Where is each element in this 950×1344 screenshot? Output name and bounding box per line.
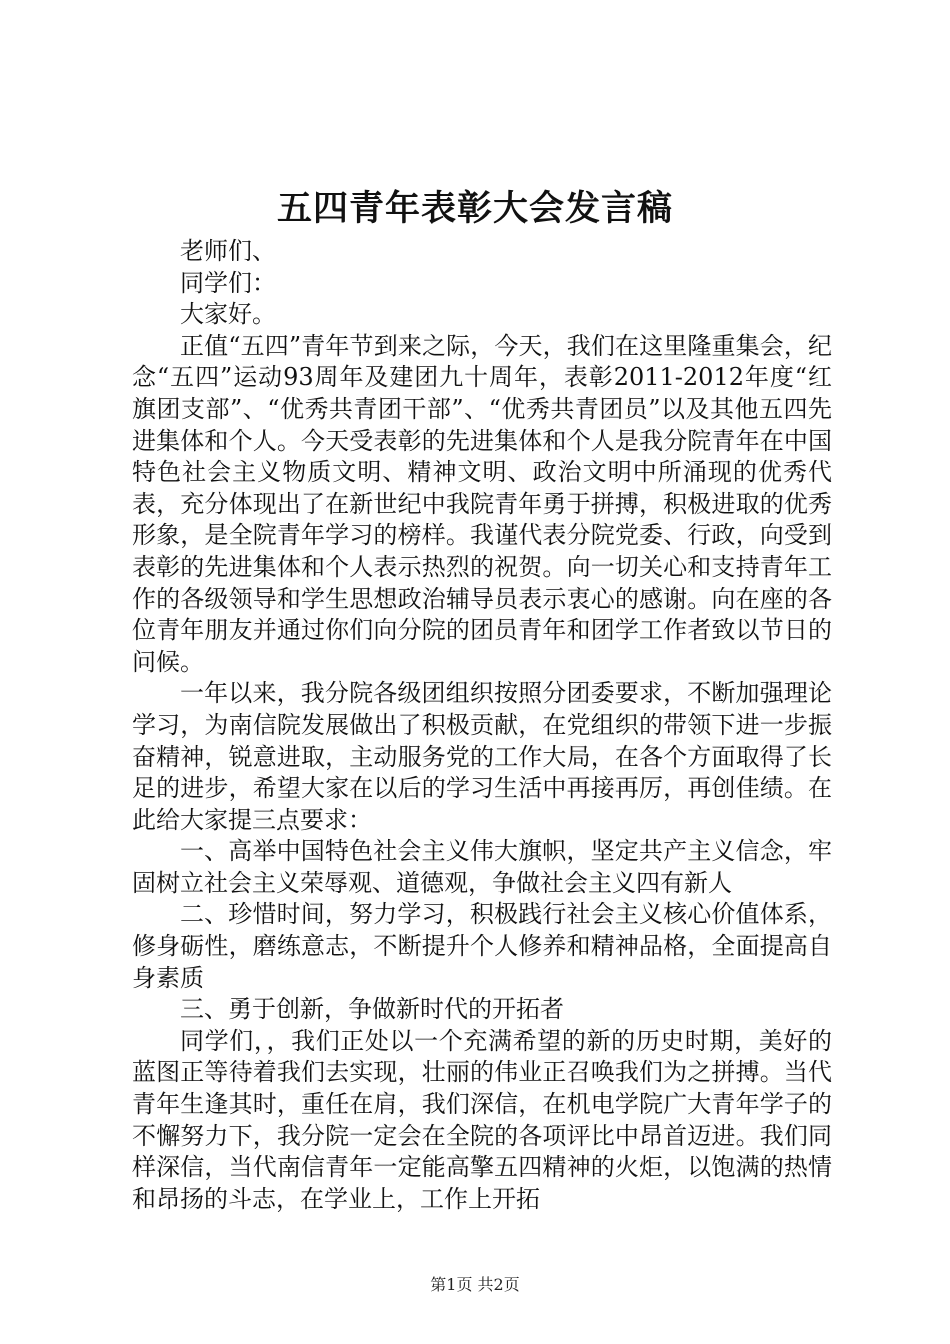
paragraph-opening: 正值“五四”青年节到来之际，今天，我们在这里隆重集会，纪念“五四”运动93周年及建团九十周年，表彰2011-2012年度“红旗团支部”、“优秀共青团干部”、“优秀共青团员”以及其他五四先进集体和个人。今天受表彰的先进集体和个人是我分院青年在中国特色社会主义物质文明、精神文明、政治文明中所涌现的优秀代表，充分体现出了在新世纪中我院青年勇于拼搏，积极进取的优秀形象，是全院青年学习的榜样。我谨代表分院党委、行政，向受到表彰的先进集体和个人表示热烈的祝贺。向一切关心和支持青年工作的各级领导和学生思想政治辅导员表示衷心的感谢。向在座的各位青年朋友并通过你们向分院的团员青年和团学工作者致以节日的问候。: [132, 331, 832, 676]
paragraph-closing: 同学们，，我们正处以一个充满希望的新的历史时期，美好的蓝图正等待着我们去实现，壮丽的伟业正召唤我们为之拼搏。当代青年生逢其时，重任在肩，我们深信，在机电学院广大青年学子的不懈努力下，我分院一定会在全院的各项评比中昂首迈进。我们同样深信，当代南信青年一定能高擎五四精神的火炬，以饱满的热情和昂扬的斗志，在学业上，工作上开拓: [132, 1026, 832, 1213]
page-number: 第1页 共2页: [430, 1275, 520, 1294]
document-title: 五四青年表彰大会发言稿: [276, 188, 673, 229]
paragraph-review: 一年以来，我分院各级团组织按照分团委要求，不断加强理论学习，为南信院发展做出了积极贡献，在党组织的带领下进一步振奋精神，锐意进取，主动服务党的工作大局，在各个方面取得了长足的进步，希望大家在以后的学习生活中再接再厉，再创佳绩。在此给大家提三点要求：: [132, 679, 832, 834]
salutation-teachers: 老师们、: [180, 237, 276, 265]
requirement-two: 二、珍惜时间，努力学习，积极践行社会主义核心价值体系，修身砺性，磨练意志，不断提升个人修养和精神品格，全面提高自身素质: [132, 900, 832, 992]
requirement-three: 三、勇于创新，争做新时代的开拓者: [180, 995, 564, 1024]
requirement-one: 一、高举中国特色社会主义伟大旗帜，坚定共产主义信念，牢固树立社会主义荣辱观、道德观，争做社会主义四有新人: [132, 837, 832, 897]
greeting: 大家好。: [180, 300, 276, 329]
document-body: [132, 236, 832, 1215]
salutation-students: 同学们：: [180, 268, 276, 297]
